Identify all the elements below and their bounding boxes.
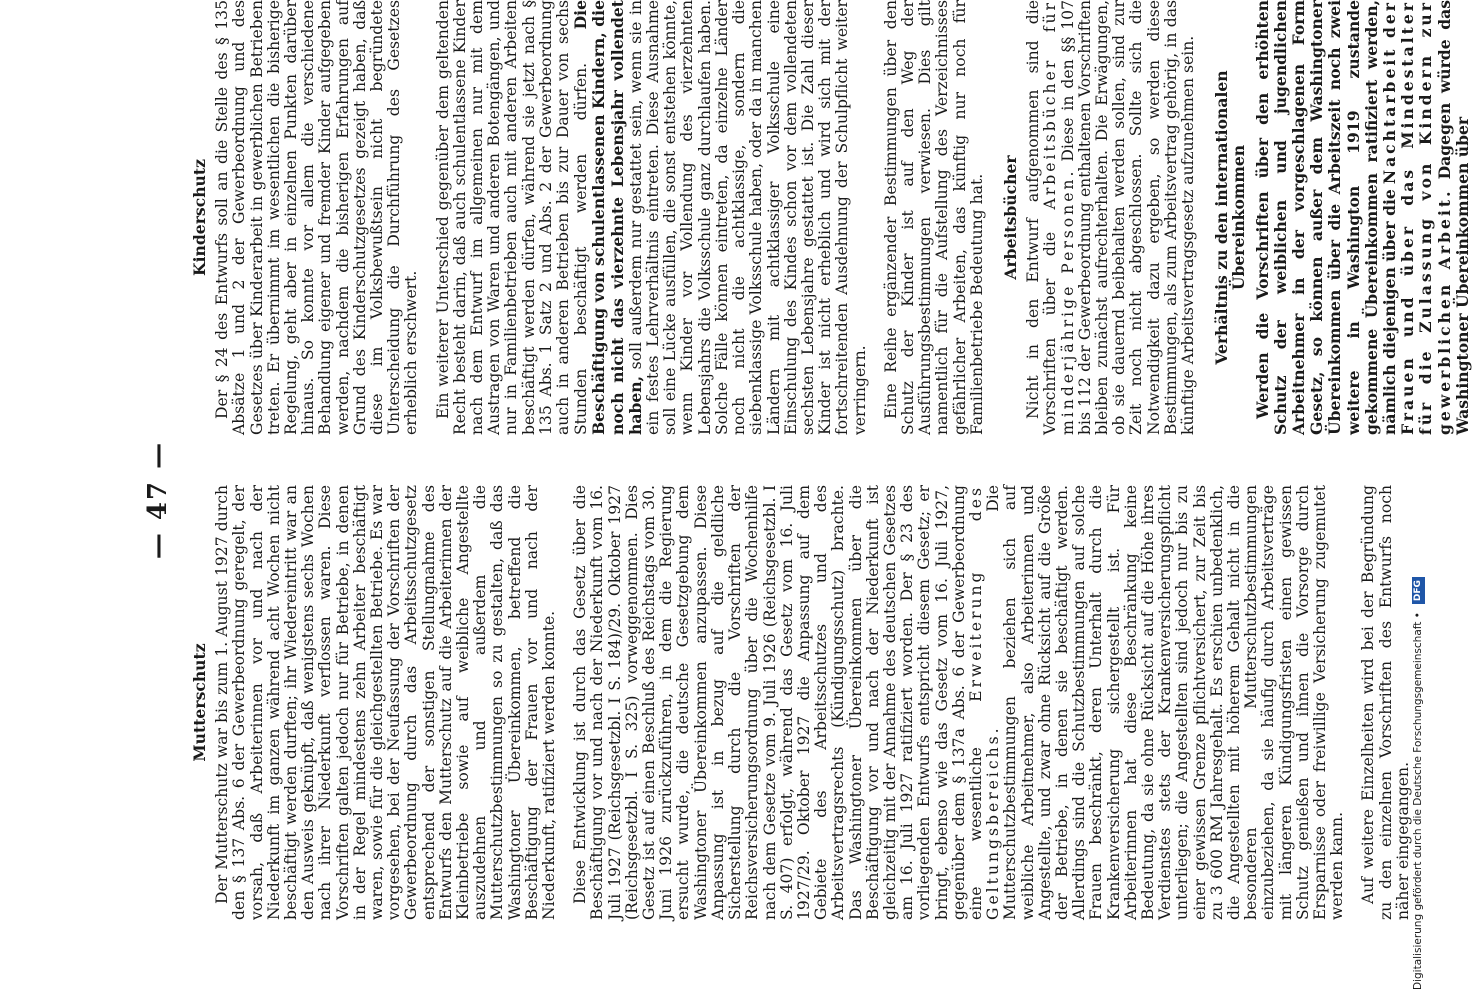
credit-text: Digitalisierung gefördert durch die Deutsche Forschungsgemeinschaft • [1412,612,1424,990]
paragraph: Der Mutterschutz war bis zum 1. August 1927 durch den § 137 Abs. 6 der Gewerbeordnung geregelt, der vorsah, daß Arbeiterinnen vor und nach der Niederkunft im ganzen während acht Wochen nicht beschäftigt werden durften; ihr Wiedereintritt war an den Ausweis geknüpft, daß wenigstens sechs Wochen nach ihrer Niederkunft verflossen waren. Diese Vorschriften galten jedoch nur für Betriebe, in denen in der Regel mindestens zehn Arbeiter beschäftigt waren, sowie für die gleichgestellten Betriebe. Es war vorgesehen, bei der Neufassung der Vorschriften der Gewerbeordnung durch das Arbeitsschutzgesetz entsprechend der sonstigen Stellungnahme des Entwurfs den Mutterschutz auf die Arbeiterinnen der Kleinbetriebe sowie auf weibliche Angestellte auszudehnen und außerdem die Mutterschutzbestimmungen so zu gestalten, daß das Washingtoner Übereinkommen, betreffend die Beschäftigung der Frauen vor und nach der Niederkunft, ratifiziert werden konnte. [213,485,559,920]
right-column [185,0,1472,435]
bold-text: Die Beschäftigung von schulentlassenen Kindern, die noch nicht das vierzehnte Lebensjahr vollendet haben, [571,0,645,435]
section-heading-kinderschutz: Kinderschutz [190,159,209,276]
bold-text: Werden die Vorschriften über den erhöhten Schutz der weiblichen und jugendlichen Arbeitnehmer in der vorgeschlagenen Form Gesetz, so können außer dem Washingtoner Übereinkommen über die Arbeitszeit noch zwei weitere in Washington 1919 zustande gekommene Übereinkommen ratifiziert werden, nämlich diejenigen über die [1252,0,1399,435]
spaced-text: Nachtarbeit der Frauen und über das Mindestalter für die Zulassung von Kindern zur gewerblichen Arbeit. [1380,0,1454,435]
digitization-sidebar [1408,10,1428,990]
paragraph-text: Ein weiterer Unterschied gegenüber dem geltenden Recht besteht darin, daß auch schulentlassene Kinder nach dem Entwurf im allgemeinen nur mit dem Austragen von Waren und anderen Botengängen, und nur in Familienbetrieben auch mit anderen Arbeiten beschäftigt werden dürfen, während sie jetzt nach § 135 Abs. 1 Satz 2 und Abs. 2 der Gewerbeordnung auch in anderen Betrieben bis zur Dauer von sechs Stunden beschäftigt werden dürfen. [433,0,591,435]
paragraph: Der § 24 des Entwurfs soll an die Stelle des § 135 Absätze 1 und 2 der Gewerbeordnung und des Gesetzes über Kinderarbeit in gewerblichen Betrieben treten. Er übernimmt im wesentlichen die bisherige Regelung, geht aber in einzelnen Punkten darüber hinaus. So konnte vor allem die verschiedene Behandlung eigener und fremder Kinder aufgegeben werden, nachdem die bisherigen Erfahrungen auf Grund des Kinderschutzgesetzes gezeigt haben, daß diese im Volksbewußtsein nicht begründete Unterscheidung die Durchführung des Gesetzes erheblich erschwert. [213,0,421,435]
spaced-text: Arbeitsbücher für minderjährige Personen. [1041,0,1077,435]
paragraph-text: Die Mutterschutzbestimmungen beziehen sich auf weibliche Arbeitnehmer, also Arbeiterinnen und Angestellte, und zwar ohne Rücksicht auf die Größe der Betriebe, in denen sie beschäftigt werden. Allerdings sind die Schutzbestimmungen auf solche Frauen beschränkt, deren Unterhalt durch die Krankenversicherung sichergestellt ist. Für Arbeiterinnen hat diese Beschränkung keine Bedeutung, da sie ohne Rücksicht auf die Höhe ihres Verdienstes stets der Krankenversicherungspflicht unterliegen; die Angestellten sind jedoch nur bis zu einer gewissen Grenze pflichtversichert, zur Zeit bis zu 3 600 RM Jahresgehalt. Es erschien unbedenklich, die Angestellten mit höherem Gehalt nicht in die besonderen Mutterschutzbestimmungen einzubeziehen, da sie häufig durch Arbeitsverträge mit längeren Kündigungsfristen einen gewissen Schutz genießen und ihnen die Vorsorge durch Ersparnisse oder freiwillige Versicherung zugemutet werden kann. [984,485,1347,920]
paragraph: Auf weitere Einzelheiten wird bei der Begründung zu den einzelnen Vorschriften des Entwurfs noch näher eingegangen. [1359,485,1412,920]
paragraph [1025,0,1197,435]
digitization-credit [1408,10,1428,990]
section-heading-mutterschutz: Mutterschutz [190,643,209,762]
paragraph: Eine Reihe ergänzender Bestimmungen über den Schutz der Kinder ist auf den Weg der Ausführungsbestimmungen verwiesen. Dies gilt namentlich für die Aufstellung des Verzeichnisses gefährlicher Arbeiten, das künftig nur noch für Familienbetriebe Bedeutung hat. [881,0,986,435]
bold-text: Dagegen würde das Washingtoner Übereinkommen über [1434,0,1472,435]
paragraph [435,0,869,435]
paragraph-text: Nicht in den Entwurf aufgenommen sind die Vorschriften über die [1024,0,1060,435]
paragraph-text: Diese in den §§ 107 bis 112 der Gewerbeordnung enthaltenen Vorschriften bleiben zunächst aufrechterhalten. Die Erwägungen, ob sie dauernd beibehalten werden sollen, sind zur Zeit noch nicht abgeschlossen. Sollte sich die Notwendigkeit dazu ergeben, so werden diese Bestimmungen, als zum Arbeitsvertrag gehörig, in das künftige Arbeitsvertragsgesetz aufzunehmen sein. [1058,0,1197,435]
dfg-logo: DFG [1412,577,1425,604]
left-column [185,485,1412,920]
paragraph [572,485,1346,920]
spaced-text: Erweiterung des Geltungsbereichs. [966,485,1003,920]
paragraph [1254,0,1472,435]
page-number: — 47 — [143,440,173,560]
paragraph-text: Diese Entwicklung ist durch das Gesetz über die Beschäftigung vor und nach der Niederkunft vom 16. Juli 1927 (Reichsgesetzbl. I S. 184)/29. Oktober 1927 (Reichsgesetzbl. I S. 325) vorweggenommen. Dies Gesetz ist auf einen Beschluß des Reichstags vom 30. Juni 1926 zurückzuführen, in dem die Regierung ersucht wurde, die deutsche Gesetzgebung dem Washingtoner Übereinkommen anzupassen. Diese Anpassung ist in bezug auf die geldliche Sicherstellung durch die Vorschriften der Reichsversicherungsordnung über die Wochenhilfe nach dem Gesetze vom 9. Juli 1926 (Reichsgesetzbl. I S. 407) erfolgt, während das Gesetz vom 16. Juli 1927/29. Oktober 1927 die Anpassung auf dem Gebiete des Arbeitsschutzes und des Arbeitsvertragsrechts (Kündigungsschutz) brachte. Das Washingtoner Übereinkommen über die Beschäftigung vor und nach der Niederkunft ist gleichzeitig mit der Annahme des deutschen Gesetzes am 16. Juli 1927 ratifiziert worden. Der § 23 des vorliegenden Entwurfs entspricht diesem Gesetz; er bringt, ebenso wie das Gesetz vom 16. Juli 1927, gegenüber dem § 137a Abs. 6 der Gewerbeordnung eine wesentliche [571,485,985,920]
paragraph-text: soll außerdem nur gestattet sein, wenn sie in ein festes Lehrverhältnis eintreten. Diese Ausnahme soll eine Lücke ausfüllen, die sonst entstehen könnte, wenn Kinder vor Vollendung des vierzehnten Lebensjahrs die Volksschule ganz durchlaufen haben. Solche Fälle können eintreten, da einzelne Länder noch nicht die achtklassige, sondern die siebenklassige Volksschule haben, oder da in manchen Ländern mit achtklassiger Volksschule eine Einschulung des Kindes schon vor dem vollendeten sechsten Lebensjahre gestattet ist. Die Zahl dieser Kinder ist nicht erheblich und wird sich mit der fortschreitenden Ausdehnung der Schulpflicht weiter verringern. [626,0,869,435]
section-heading-arbeitsbuecher: Arbeitsbücher [1000,155,1020,280]
section-heading-uebereinkommen: Verhältnis zu den internationalen Übereinkommen [1212,70,1249,365]
